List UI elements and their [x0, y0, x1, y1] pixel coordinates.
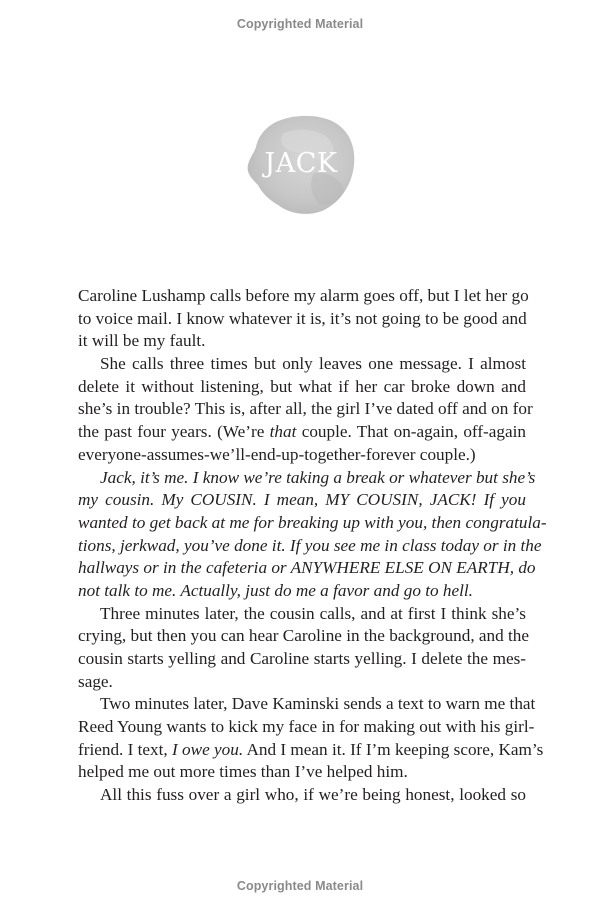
page-body	[78, 285, 547, 807]
text-line: hallways or in the cafeteria or ANYWHERE ELSE ON EARTH, do	[78, 558, 536, 578]
paragraph-1	[78, 285, 529, 353]
paragraph-5	[78, 693, 544, 784]
text-segment: the past four years. (We’re	[78, 422, 270, 442]
text-line: delete it without listening, but what if her car broke down and	[78, 376, 526, 396]
text-segment: friend. I text,	[78, 739, 173, 759]
chapter-title: JACK	[264, 148, 338, 179]
text-segment: couple. That on-again, off-again	[296, 422, 526, 442]
text-line: Caroline Lushamp calls before my alarm goes off, but I let her go	[78, 286, 529, 305]
text-line: Reed Young wants to kick my face in for making out with his girl-	[78, 717, 535, 737]
text-line: Jack, it’s me. I know we’re taking a break or whatever but she’s	[100, 467, 536, 487]
text-line: she’s in trouble? This is, after all, the girl I’ve dated off and on for	[78, 399, 533, 419]
text-line: my cousin. My COUSIN. I mean, MY COUSIN, JACK! If you	[78, 490, 526, 510]
paragraph-2	[78, 353, 533, 466]
text-segment: And I mean it. If I’m keeping score, Kam’s	[243, 739, 544, 759]
text-line: Two minutes later, Dave Kaminski sends a text to warn me that	[100, 694, 536, 714]
paragraph-6	[78, 784, 526, 807]
copyright-watermark-top: Copyrighted Material	[236, 17, 364, 31]
text-line: helped me out more times than I’ve helped him.	[78, 762, 408, 782]
text-line: All this fuss over a girl who, if we’re being honest, looked so	[100, 785, 526, 805]
text-line	[78, 739, 544, 762]
voicemail-message	[78, 467, 547, 603]
text-line: crying, but then you can hear Caroline in the background, and the	[78, 626, 530, 646]
text-line: to voice mail. I know whatever it is, it’s not going to be good and	[78, 308, 527, 328]
copyright-watermark-bottom: Copyrighted Material	[236, 879, 364, 893]
emphasis-text: I owe you.	[172, 739, 244, 759]
text-line: She calls three times but only leaves one message. I almost	[100, 354, 526, 374]
text-line: not talk to me. Actually, just do me a favor and go to hell.	[78, 580, 473, 600]
paragraph-4	[78, 603, 530, 694]
text-line	[78, 421, 526, 444]
text-line: Three minutes later, the cousin calls, and at first I think she’s	[100, 603, 526, 623]
text-line: it will be my fault.	[78, 331, 206, 351]
text-line: tions, jerkwad, you’ve done it. If you see me in class today or in the	[78, 535, 542, 555]
text-line: wanted to get back at me for breaking up with you, then congratula-	[78, 512, 547, 532]
text-line: everyone-assumes-we’ll-end-up-together-forever couple.)	[78, 444, 476, 464]
text-line: cousin starts yelling and Caroline starts yelling. I delete the mes-	[78, 649, 526, 668]
text-line: sage.	[78, 671, 113, 691]
emphasis-text: that	[269, 422, 297, 442]
